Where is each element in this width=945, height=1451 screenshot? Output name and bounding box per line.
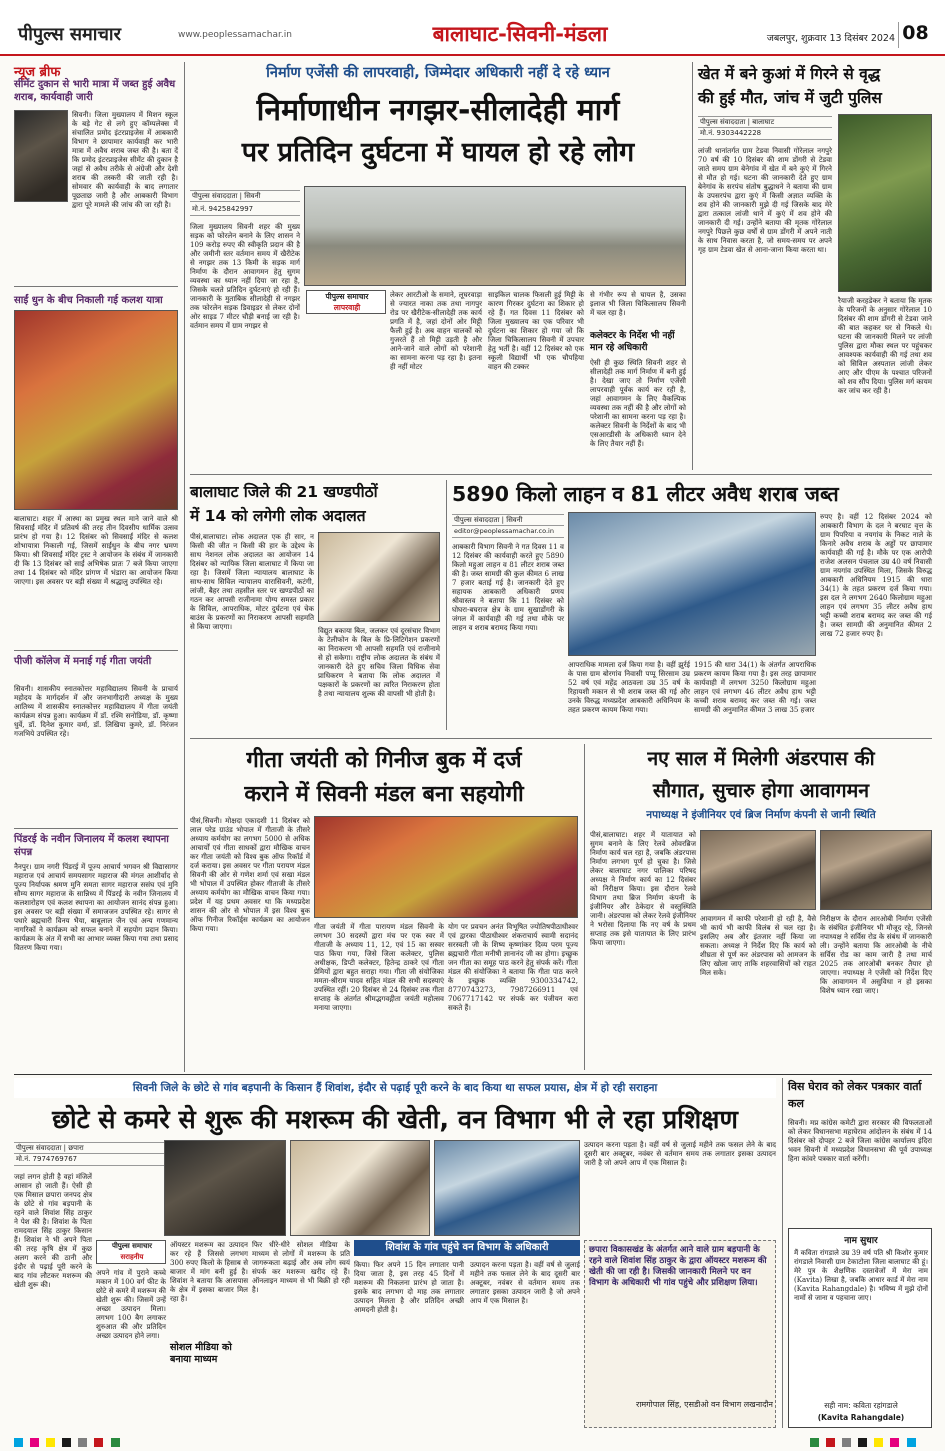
mushroom-headline: छोटे से कमरे से शुरू की मशरूम की खेती, वन विभाग भी ले रहा प्रशिक्षण: [52, 1105, 738, 1135]
swatch: [46, 1438, 55, 1447]
top-story-photo-logo-text: पीपुल्स समाचार: [325, 292, 369, 301]
well-story: [698, 62, 932, 472]
liquor-headline: 5890 किलो लाहन व 81 लीटर अवैध शराब जब्त: [452, 482, 839, 506]
print-color-bar-right: [810, 1432, 930, 1442]
liquor-col-3: 1915 की धारा 34(1) के अंतर्गत आपराधिक प्रकरण कायम किया गया है। इस तरह छापामार कार्यवाही में लगभग 3250 किलोग्राम महुआ लाहन एवं लगभग 46 लीटर अवैध हाथ भट्टी कच्ची शराब बरामद कर जब्त की गई। जब्त सामग्री की अनुमानित कीमत 3 लाख 35 हजार: [694, 660, 816, 714]
underpass-col-2: आवागमन में काफी परेशानी हो रही है, वैसे भी कार्य भी काफी विलंब से चल रहा है। इसलिए अब और इंतजार नहीं किया जा सकता। अध्यक्ष ने निर्देश दिए कि कार्य को शीघ्रता से पूर्ण कर अंडरपास को आमजन के लिए खोला जाए ताकि शहरवासियों को राहत मिल सके।: [700, 914, 816, 977]
underpass-headline-1: नए साल में मिलेगी अंडरपास की: [647, 747, 875, 770]
website-url: www.peoplessamachar.in: [178, 30, 292, 40]
mushroom-right-top: उत्पादन करना पड़ता है। वहीं वर्ष से जुलाई महीने तक फसल लेने के बाद दूसरी बार अक्टूबर, नवंबर से वर्तमान समय तक लगातार इसका उत्पादन जारी है जो अपने आप में एक मिसाल है।: [584, 1140, 776, 1167]
gita-col-2: गीता जयंती में गीता पारायण मंडल सिवनी के लगभग 30 सदस्यों द्वारा मंच पर एक स्वर में गीताजी के अध्याय 11, 12, एवं 15 का सस्वर पाठ किया गया, जिसे जिला कलेक्टर, पुलिस अधीक्षक, डिप्टी कलेक्टर, हितेन्द्र ठाकरे एवं गीता प्रेमियों द्वारा बहुत सराहा गया। गीता जी संयोजिका ममता-श्रीराम यादव सहित मंडल की सभी सदस्याएं उपस्थित रहीं। 20 दिसंबर से 24 दिसंबर तक गीता सप्ताह के अंतर्गत श्रीमद्भगवद्गीता जयंती महोत्सव मनाया जाएगा।: [314, 922, 444, 1012]
swatch: [111, 1438, 120, 1447]
mushroom-logo-caption: सराहनीय: [120, 1253, 144, 1261]
print-color-bar: [14, 1432, 134, 1442]
swatch: [810, 1438, 819, 1447]
liquor-byline: पीपुल्स संवाददाता | सिवनी: [452, 514, 564, 526]
mushroom-highlight-band: शिवांश के गांव पहुंचे वन विभाग के अधिकारी: [354, 1240, 580, 1256]
brief-body: सिवनी। शासकीय स्नातकोत्तर महाविद्यालय सिवनी के प्राचार्य महोदय के मार्गदर्शन में और जनभागीदारी अध्यक्ष के मुख्य आतिथ्य में शासकीय स्नातकोत्तर महाविद्यालय में गीता जयंती कार्यक्रम संपन्न हुआ। कार्यक्रम में डॉ. रश्मि सनोडिया, डॉ. कृष्णा धुर्वे, डॉ. दिनेश कुमार वर्मा, डॉ. लिखिया कुमरे, डॉ. निरंजन गजभिये उपस्थित रहे।: [14, 684, 178, 738]
lok-adalat-col-2: विद्युत बकाया बिल, जलकर एवं दूरसंचार विभाग के टेलीफोन के बिल के प्रि-लिटिगेशन प्रकरणों का निराकरण भी आपसी सहमति एवं राजीनामे से हो सकेगा। राष्ट्रीय लोक अदालत के संबंध में जानकारी देते हुए सचिव जिला विधिक सेवा प्राधिकरण ने बताया कि लोक अदालत में पक्षकारों के प्रकरणों का त्वरित निराकरण होता है तथा न्यायालय शुल्क की वापसी भी होती है।: [318, 626, 440, 698]
mushroom-col-3: ऑयस्टर मशरूम का उत्पादन कर रहे हैं जिससे लगभग 300 रुपए किलो के हिसाब से बाजार में मांग बनी हुई है। शिवांश ने बताया कि आसपास के क्षेत्र में इसका बाजार मिल रहा है।: [170, 1240, 248, 1303]
name-change-body: मैं कविता रांगडाले उम्र 39 वर्ष पति श्री किशोर कुमार रांगडाले निवासी ग्राम टेकाटोला जिला बालाघाट की हूं। मेरे पुत्र के शैक्षणिक दस्तावेजों में मेरा नाम (Kavita) लिखा है, जबकि आधार कार्ड में मेरा नाम (Kavita Rahangdale) है। भविष्य में मुझे दोनों नामों से जाना व पहचाना जाए।: [794, 1249, 928, 1302]
swatch: [874, 1438, 883, 1447]
top-story-kicker: निर्माण एजेंसी की लापरवाही, जिम्मेदार अधिकारी नहीं दे रहे ध्यान: [266, 65, 610, 81]
underpass-headline-2: सौगात, सुचारु होगा आवागमन: [652, 779, 870, 802]
news-brief-label: न्यूज ब्रीफ: [14, 65, 61, 80]
section-title: बालाघाट-सिवनी-मंडला: [432, 22, 608, 46]
top-story-mobile: मो.नं. 9425842997: [190, 204, 300, 216]
page-number: 08: [898, 22, 932, 48]
underpass-col-1: पीसं,बालाघाट। शहर में यातायात को सुगम बनाने के लिए रेलवे ओवरब्रिज निर्माण कार्य चल रहा है, जबकि अंडरपास निर्माण लगभग पूर्ण हो चुका है। जिसे लेकर बालाघाट नगर पालिका परिषद अध्यक्ष ने निर्माण कार्य का 12 दिसंबर को निरीक्षण किया। इस दौरान रेलवे विभाग तथा ब्रिज निर्माण कंपनी के इंजीनियर और ठेकेदार से वस्तुस्थिति जानी। अंडरपास को लेकर रेलवे इंजीनियर ने भरोसा दिलाया कि नए वर्ष के प्रथम सप्ताह तक इसे यातायात के लिए प्रारंभ किया जाएगा।: [590, 830, 696, 947]
brief-photo-liquor: [14, 110, 68, 202]
protest-body: सिवनी। मप्र कांग्रेस कमेटी द्वारा सरकार की विफलताओं को लेकर विधानसभा महाघेराव आंदोलन के संबंध में 14 दिसंबर को दोपहर 2 बजे जिला कांग्रेस कार्यालय इंदिरा भवन सिवनी में मध्यप्रदेश विधानसभा की पूर्व उपाध्यक्ष हिना कांवरे पत्रकार वार्ता करेंगी।: [788, 1118, 932, 1163]
brief-body-cont: [14, 204, 178, 284]
mushroom-col-3-cont: [170, 1370, 248, 1428]
masthead: [0, 0, 945, 56]
brief-body: नैनपुर। ग्राम नगरी पिंडरई में पूज्य आचार्य भगवन श्री विद्यासागर महाराज एवं आचार्य समयसागर महाराज की मंगल आशीर्वाद से पूज्य निर्यापक श्रमण मुनि समता सागर महाराज ससंघ एवं मुनि सौम्य सागर महाराज के सान्निध्य में पिंडरई के नवीन जिनालय में कलशारोहण एवं कलश स्थापना का आयोजन सानंद संपन्न हुआ। इस अवसर पर बड़ी संख्या में समाजजन उपस्थित रहे। सागर से पधारे ब्रह्मचारी विनय भैया, बाबूलाल जैन एवं अन्य गणमान्य नागरिकों ने कार्यक्रम को सफल बनाने में सहयोग प्रदान किया। कार्यक्रम के अंत में सभी का आभार व्यक्त किया गया तथा प्रसाद वितरण किया गया।: [14, 862, 178, 952]
well-story-byline: पीपुल्स संवाददाता | बालाघाट: [698, 116, 832, 128]
top-story-col-3: साइकिल चालक फिसली हुई मिट्टी के कारण गिरकर दुर्घटना का शिकार हो रहे हैं। गत दिवस 11 दिसंबर को जिला मुख्यालय का एक परिवार भी दुर्घटना का शिकार हो गया जो कि जिला चिकित्सालय सिवनी में उपचार हेतु भर्ती है। वहीं 12 दिसंबर को एक स्कूली विद्यार्थी भी एक चौपहिया वाहन की टक्कर: [488, 290, 584, 371]
underpass-photo-1: [700, 830, 816, 910]
top-story-photo-road: [304, 186, 686, 286]
mushroom-photo-bags-1: [290, 1140, 430, 1236]
swatch: [858, 1438, 867, 1447]
name-change-title: नाम सुधार: [844, 1236, 878, 1246]
liquor-col-4: रुपए है। वहीं 12 दिसंबर 2024 को आबकारी विभाग के दल ने बरघाट वृत्त के ग्राम पिपरिया व नयगांव के निकट नाले के किनारे अवैध शराब के अड्डों पर छापामार कार्यवाही की गई है। मौके पर एक आरोपी राजेश अलसन पंचलाल उम्र 40 वर्ष निवासी ग्राम नयगांव उपस्थित मिला, जिसके विरुद्ध आबकारी अधिनियम 1915 की धारा 34(1) के तहत प्रकरण दर्ज किया गया। इस दल ने लगभग 2640 किलोग्राम महुआ लाहन एवं लगभग 35 लीटर अवैध हाथ भट्टी कच्ची शराब बरामद कर जब्त की गई है। जब्त सामग्री की अनुमानित कीमत 2 लाख 72 हजार रुपए है।: [820, 512, 932, 638]
top-story-headline-1: निर्माणाधीन नगझर-सीलादेही मार्ग: [256, 93, 620, 128]
gita-headline-1: गीता जयंती को गिनीज बुक में दर्ज: [246, 748, 522, 773]
masthead-logo: पीपुल्स समाचार: [18, 24, 121, 45]
top-story-col-4a: से गंभीर रूप से घायल है, उसका इलाज भी जिला चिकित्सालय सिवनी में चल रहा है।: [590, 290, 686, 317]
mushroom-photo-farmer: [164, 1140, 286, 1236]
lok-adalat-col-1: पीसं,बालाघाट। लोक अदालत एक ही सार, न किसी की जीत न किसी की हार के उद्देश्य के साथ नेशनल लोक अदालत का आयोजन 14 दिसंबर को न्यायिक जिला बालाघाट में किया जा रहा है। जिसमें जिला न्यायालय बालाघाट के साथ-साथ सिविल न्यायालय वारासिवनी, कटंगी, लांजी, बैहर तथा तहसील स्तर पर खण्डपीठों का गठन कर आपसी राजीनामा योग्य समस्त प्रकार के सिविल, आपराधिक, मोटर दुर्घटना एवं चेक बाउंस के प्रकरणों का निराकरण आपसी सहमति से किया जाएगा।: [190, 532, 314, 631]
top-story-subhead: कलेक्टर के निर्देश भी नहीं मान रहे अधिकारी: [590, 331, 675, 353]
brief-headline: पीजी कॉलेज में मनाई गई गीता जयंती: [14, 656, 152, 667]
mushroom-boxed-sign: रामगोपाल सिंह, एसडीओ वन विभाग लखनादौन: [636, 1400, 773, 1409]
liquor-email: editor@peoplessamachar.co.in: [452, 526, 564, 538]
top-story-byline: पीपुल्स संवाददाता | सिवनी: [190, 190, 300, 202]
top-story-photo-caption: लापरवाही: [333, 303, 361, 312]
gita-headline-2: कराने में सिवनी मंडल बना सहयोगी: [244, 782, 524, 807]
brief-headline: सीमेंट दुकान से भारी मात्रा में जब्त हुई अवैध शराब, कार्यवाही जारी: [14, 79, 176, 103]
top-story-col-1: जिला मुख्यालय सिवनी शहर की मुख्य सड़क को फोरलेन बनाने के लिए शासन ने 109 करोड़ रुपए की स्वीकृति प्रदान की है और जमीनी स्तर वर्तमान समय में खैरीटेक से नगझर तक 13 किमी के सड़क मार्ग निर्माण के दौरान आवागमन हेतु सुगम व्यवस्था का ध्यान नहीं दिया जा रहा है, जिसके चलते प्रतिदिन दुर्घटनाएं हो रही हैं। जानकारी के मुताबिक सीलादेही से नगझर तक फोरलेन सड़क डिवाइडर से लेकर दोनों ओर साइड 7 मीटर चौड़ी बनाई जा रही है। वर्तमान समय में ग्राम नगझर से: [190, 222, 300, 330]
swatch: [890, 1438, 899, 1447]
underpass-subhead: नपाध्यक्ष ने इंजीनियर एवं ब्रिज निर्माण कंपनी से जानी स्थिति: [646, 809, 876, 821]
name-change-sign-en: (Kavita Rahangdale): [817, 1413, 905, 1422]
underpass-photo-2: [820, 830, 932, 910]
top-story-col-2: लेकर आरटीओ के समाने, लूघरवाड़ा से ज्यारत नाका तक तथा नागपुर रोड पर खैरीटेक-सीलादेही तक कार्य प्रगति में है, जहां दोनों ओर मिट्टी फैली हुई है। अब वाहन चालकों को गुजरते हैं तो मिट्टी उड़ती है और आने-जाने वाले लोगों को परेशानी का सामना करना पड़ रहा है। इतना ही नहीं मोटर: [390, 290, 482, 371]
swatch: [62, 1438, 71, 1447]
lok-adalat-headline-2: में 14 को लगेगी लोक अदालत: [190, 507, 366, 525]
underpass-col-3: निरीक्षण के दौरान आरओबी निर्माण एजेंसी के संबंधित इंजीनियर भी मौजूद रहे, जिनसे नपाध्यक्ष ने सर्विस रोड के संबंध में जानकारी ली। उन्होंने बताया कि आरओबी के नीचे सर्विस रोड का काम जारी है तथा मार्च 2025 तक आरओबी बनकर तैयार हो जाएगा। नपाध्यक्ष ने एजेंसी को निर्देश दिए कि आवागमन में असुविधा न हो इसका विशेष ध्यान रखा जाए।: [820, 914, 932, 995]
swatch: [14, 1438, 23, 1447]
mushroom-subhead: सोशल मीडिया को बनाया माध्यम: [170, 1342, 232, 1365]
swatch: [842, 1438, 851, 1447]
well-story-col-2: रैयाजी करहडेकर ने बताया कि मृतक के परिजनों के अनुसार गोरेलाल 10 दिसंबर की शाम डोंगरी से टेडवा जाने की बात कहकर घर से निकले थे। घटना की जानकारी मिलने पर लांजी पुलिस द्वारा मौका स्थल पर पहुंचकर आवश्यक कार्यवाही की गई तथा शव को सिविल अस्पताल लांजी लेकर आए और पीएम के पश्चात परिजनों को शव सौंप दिया। पुलिस मर्ग कायम कर जांच कर रही है।: [838, 296, 932, 395]
lok-adalat-story: [190, 480, 440, 735]
well-story-mobile: मो.नं. 9303442228: [698, 128, 832, 140]
top-story-headline-2: पर प्रतिदिन दुर्घटना में घायल हो रहे लोग: [241, 137, 635, 168]
top-story-col-4b: ऐसी ही कुछ स्थिति सिवनी शहर से सीलादेही तक मार्ग निर्माण में बनी हुई है। देखा जाए तो निर्माण एजेंसी लापरवाही पूर्वक कार्य कर रही है, जहां आवागमन के लिए वैकल्पिक व्यवस्था तक नहीं की है और लोगों को परेशानी का सामना करना पड़ रहा है। कलेक्टर सिवनी के निर्देशों के बाद भी एसआरडीसी के अधिकारी ध्यान देने के लिए तैयार नहीं हैं।: [590, 358, 686, 448]
gita-col-1: पीसं,सिवनी। मोक्षदा एकादशी 11 दिसंबर को लाल परेड ग्राउंड भोपाल में गीताजी के तीसरे अध्याय कर्मयोग का लगभग 5000 से अधिक आचार्यों एवं गीता साधकों द्वारा मौखिक वाचन कर गीता जयंती को विश्व बुक ऑफ रिकॉर्ड में दर्ज कराया। इस अवसर पर गीता परायण मंडल सिवनी की ओर से गणेश शर्मा एवं सखा मंडल भी भोपाल में उपस्थित होकर गीताजी के तीसरे अध्याय कर्मयोग का मौखिक वाचन किया गया। प्रदेश में यह प्रथम अवसर था कि मध्यप्रदेश शासन की ओर से भोपाल में इस विश्व बुक ऑफ गिनीज रिकॉर्ड्स कार्यक्रम का आयोजन किया गया।: [190, 816, 310, 933]
mushroom-boxed-text: छपारा विकासखंड के अंतर्गत आने वाले ग्राम बड़पानी के रहने वाले शिवांश सिंह ठाकुर के द्वारा ऑयस्टर मशरूम की खेती की जा रही है। जिसकी जानकारी मिलने पर वन विभाग के अधिकारी भी गांव पहुंचे और प्रशिक्षण लिया।: [589, 1245, 767, 1288]
mushroom-story: [14, 1078, 776, 1428]
swatch: [94, 1438, 103, 1447]
swatch: [826, 1438, 835, 1447]
protest-story: [788, 1078, 932, 1208]
well-story-headline-1: खेत में बने कुआं में गिरने से वृद्ध: [698, 65, 881, 83]
swatch: [30, 1438, 39, 1447]
top-story-photo-logo: [306, 290, 386, 314]
swatch: [78, 1438, 87, 1447]
mushroom-col-6: उत्पादन करना पड़ता है। वहीं वर्ष से जुलाई महीने तक फसल लेने के बाद दूसरी बार अक्टूबर, नवंबर से वर्तमान समय तक लगातार इसका उत्पादन जारी है जो अपने आप में एक मिसाल है।: [470, 1260, 580, 1305]
liquor-story: [452, 480, 932, 735]
mushroom-logo-text: पीपुल्स समाचार: [111, 1242, 153, 1250]
top-story: [190, 62, 686, 472]
brief-body: बालाघाट। शहर में आस्था का प्रमुख स्थल माने जाने वाले श्री सिवसाईं मंदिर में प्रतिवर्ष की तरह तीन दिवसीय धार्मिक उत्सव प्रारंभ हो गया है। 12 दिसंबर को सिवसाईं मंदिर से कलश शोभायात्रा निकाली गई, जिसमें साईंधुन के बीच नगर भ्रमण किया। श्री शिवसाईं मंदिर ट्रस्ट ने आयोजन के संबंध में जानकारी दी कि 13 दिसंबर को साईं अभिषेक प्रातः 7 बजे किया जाएगा तथा 14 दिसंबर को मंदिर प्रांगण में भंडारा का आयोजन किया जाएगा। इस अवसर पर बड़ी संख्या में श्रद्धालु उपस्थित रहे।: [14, 514, 178, 586]
gita-photo: [314, 816, 578, 918]
news-brief-column: [14, 62, 178, 1072]
liquor-col-2: आपराधिक मामला दर्ज किया गया है। वहीं झुर्रई के पास ग्राम बोरगांव निवासी पप्पू सिरसाम उम्र 52 वर्ष एवं महेंद्र आठवला उम्र 35 वर्ष के रिहायशी मकान से भी शराब जब्त की गई और उनके विरुद्ध मध्यप्रदेश आबकारी अधिनियम के तहत प्रकरण कायम किया गया।: [568, 660, 690, 714]
gita-col-3: योग पर प्रवचन अनंत विभूषित ज्योतिषपीठाधीश्वर एवं द्वारका पीठाधीश्वर शंकराचार्य स्वामी सदानंद सरस्वती जी के शिष्य कृष्णांकर दिव्य परम पूज्य ब्रह्मचारी गीता मनीषी ज्ञानानंद जी का होगा। इच्छुक जन गीता का समूह पाठ करने हेतु संपर्क करें। गीता मंडल की संयोजिका ने बताया कि गीता पाठ करने के इच्छुक व्यक्ति 9300334742, 8770743273, 7987266911 एवं 7067717142 पर संपर्क कर पंजीयन करा सकते हैं।: [448, 922, 578, 1012]
underpass-story: [590, 744, 932, 1070]
lok-adalat-headline-1: बालाघाट जिले की 21 खण्डपीठों: [190, 483, 378, 501]
mushroom-col-2: अपने गांव में पुराने कच्चे मकान में 100 वर्ग फीट के छोटे से कमरे में मशरूम की खेती शुरू की। जिसमें उन्हें अच्छा उत्पादन मिला। लगभग 100 बैग लगाकर शुरुआत की और प्रतिदिन अच्छा उत्पादन होने लगा।: [96, 1268, 166, 1340]
well-story-headline-2: की हुई मौत, जांच में जुटी पुलिस: [698, 89, 882, 107]
brief-photo-procession: [14, 310, 178, 510]
well-story-photo: [838, 114, 932, 292]
dateline: जबलपुर, शुक्रवार 13 दिसंबर 2024: [766, 33, 895, 44]
mushroom-mobile: मो.नं. 7974769767: [14, 1154, 164, 1166]
mushroom-photo-bags-2: [434, 1140, 580, 1236]
name-change-sign: सही नाम: कविता रहांगडाले: [824, 1401, 898, 1410]
well-story-col-1: लांजी थानांतर्गत ग्राम टेडवा निवासी गोरेलाल नगपुरे 70 वर्ष की 10 दिसंबर की शाम डोंगरी से टेडवा जाते समय ग्राम बेनेगांव में खेत में बने कुएं में गिरने से मौत हो गई। घटना की जानकारी देते हुए ग्राम बेनेगांव के सरपंच संतोष बुद्धाधने ने बताया की ग्राम के उपसरपंच द्वारा कुएं में किसी अज्ञात व्यक्ति के शव होने की जानकारी मुझे दी गई जिसके बाद मेरे द्वारा तत्काल लांजी थाने में कुएं में शव होने की जानकारी दी गई। उन्होंने बताया की मृतक गोरेलाल नगपुरे पिछले कुछ वर्षों से ग्राम डोंगरी में अपने नाती के साथ निवास करता है, जो समय-समय पर अपने गृह ग्राम टेडवा खेत से आना-जाना किया करता था।: [698, 146, 832, 254]
mushroom-col-1: जहां लगन होती है वहां मंजिलें आसान हो जाती हैं। ऐसी ही एक मिसाल छपारा जनपद क्षेत्र के छोटे से गांव बड़पानी के रहने वाले शिवांश सिंह ठाकुर ने पेश की है। शिवांश के पिता रामदयाल सिंह ठाकुर किसान हैं। शिवांश ने भी अपने पिता की तरह कृषि क्षेत्र में कुछ अलग करने की ठानी और इंदौर से पढ़ाई पूरी करने के बाद गांव लौटकर मशरूम की खेती शुरू की।: [14, 1172, 92, 1289]
protest-headline: विस घेराव को लेकर पत्रकार वार्ता कल: [788, 1080, 922, 1110]
mushroom-kicker: सिवनी जिले के छोटे से गांव बड़पानी के किसान हैं शिवांश, इंदौर से पढ़ाई पूरी करने के बाद किया था सफल प्रयास, क्षेत्र में हो रही सराहना: [14, 1078, 776, 1098]
mushroom-col-5: किया। फिर अपने 15 दिन लगातार पानी दिया जाता है, इस तरह 45 दिनों में मशरूम की निकलना प्रारंभ हो जाता है। इसके बाद लगभग दो माह तक लगातार उत्पादन मिलता है और प्रतिदिन अच्छी आमदनी होती है।: [354, 1260, 464, 1314]
gita-story: [190, 744, 578, 1070]
brief-body: सिवनी। जिला मुख्यालय में मिशन स्कूल के बड़े गेट से लगे हुए कॉम्पलेक्स में संचालित प्रमोद इंटरप्राइजेस में आबकारी विभाग ने छापामार कार्यवाही कर भारी मात्रा में अवैध शराब जब्त की है। बता दें कि प्रमोद इंटरप्राइजेस सीमेंट की दुकान है जहां से अवैध तरीके से अंग्रेजी और देशी शराब की तस्करी की जाती रही है। सोमवार की कार्यवाही के बाद लगातार पूछताछ जारी है और आबकारी विभाग द्वारा पूरे मामले की जांच की जा रही है।: [72, 110, 178, 209]
mushroom-logo-box: [96, 1240, 166, 1264]
liquor-photo: [568, 512, 816, 656]
swatch: [907, 1438, 916, 1447]
lok-adalat-photo: [318, 532, 440, 622]
mushroom-byline: पीपुल्स संवाददाता | छपारा: [14, 1142, 164, 1154]
liquor-col-1: आबकारी विभाग सिवनी ने गत दिवस 11 व 12 दिसंबर की कार्यवाही करते हुए 5890 किलो महुआ लाहन व 81 लीटर शराब जब्त की है। जब्त सामग्री की कुल कीमत 6 लाख 7 हजार बताई गई है। जानकारी देते हुए सहायक आबकारी अधिकारी प्रणय श्रीवास्तव ने बताया कि 11 दिसंबर को घोघरा-बघराज क्षेत्र के ग्राम सुखाडोंगरी के जंगल में कार्यवाही की गई तथा मौके पर लाहन व शराब बरामद किया गया।: [452, 542, 564, 632]
name-change-notice: [788, 1228, 932, 1428]
mushroom-boxed-note: [584, 1240, 776, 1428]
mushroom-col-4: फिर धीरे-धीरे सोशल मीडिया के माध्यम से लोगों में मशरूम के प्रति जागरूकता बढ़ाई और अब लोग स्वयं संपर्क कर मशरूम खरीद रहे हैं। ऑनलाइन माध्यम से भी बिक्री हो रही है।: [252, 1240, 350, 1294]
brief-headline: साईं धुन के बीच निकाली गई कलश यात्रा: [14, 295, 163, 306]
brief-headline: पिंडरई के नवीन जिनालय में कलश स्थापना संपन्न: [14, 834, 169, 858]
